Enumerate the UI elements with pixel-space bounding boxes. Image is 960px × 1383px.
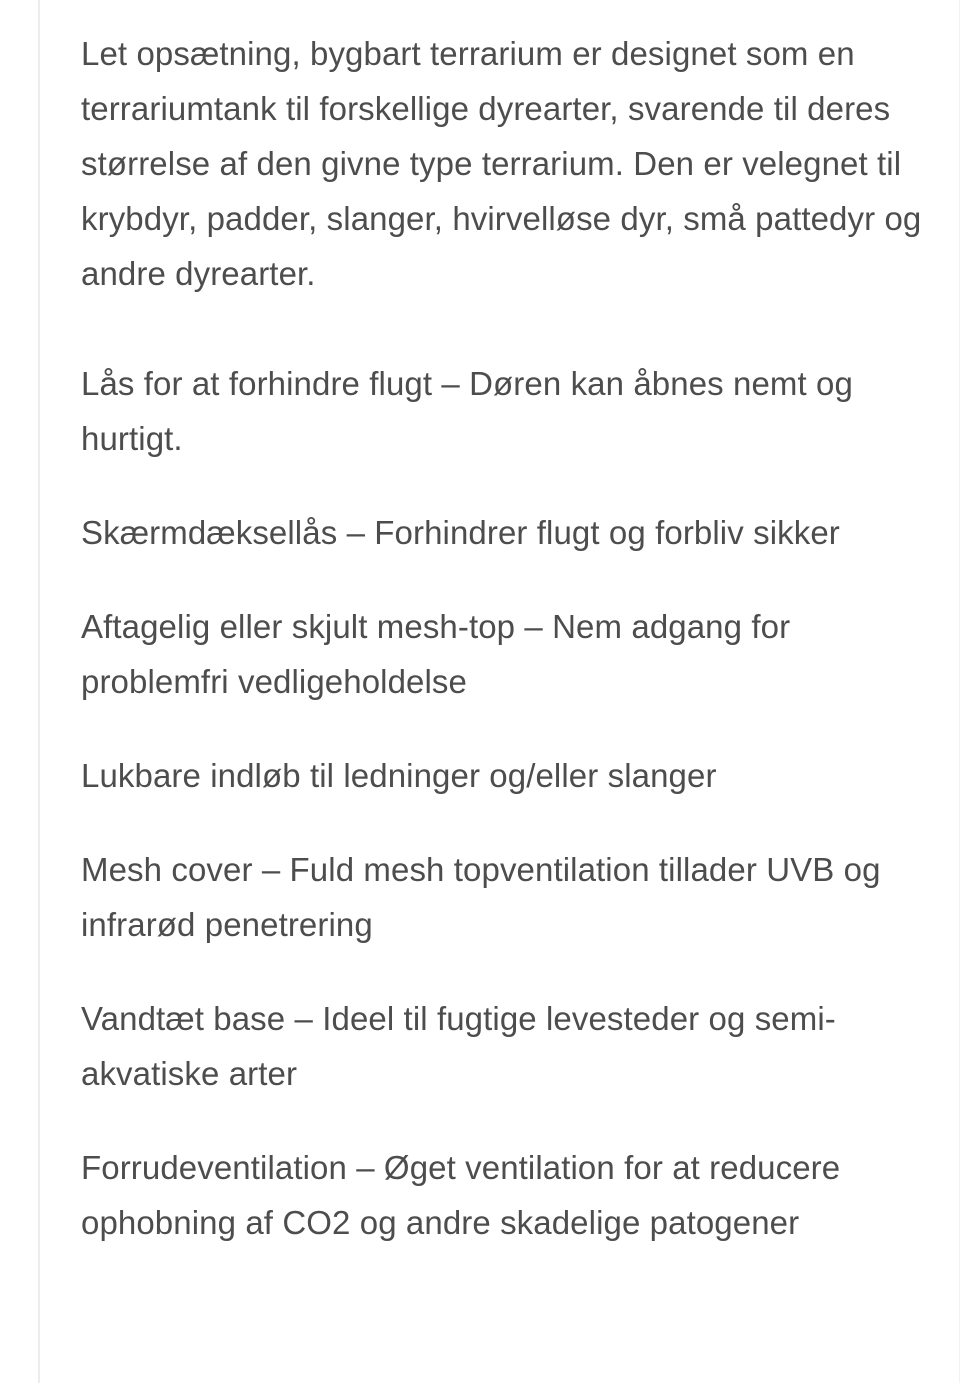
content-left-border (38, 0, 40, 1383)
feature-mesh-cover: Mesh cover – Fuld mesh topventilation tillader UVB og infrarød penetrering (81, 851, 881, 943)
feature-front-ventilation: Forrudeventilation – Øget ventilation for at reducere ophobning af CO2 og andre skadelige patogener (81, 1149, 841, 1241)
product-description (81, 26, 946, 1250)
feature-cable-inlets: Lukbare indløb til ledninger og/eller slanger (81, 757, 717, 794)
feature-mesh-top: Aftagelig eller skjult mesh-top – Nem adgang for problemfri vedligeholdelse (81, 608, 791, 700)
description-intro: Let opsætning, bygbart terrarium er designet som en terrariumtank til forskellige dyrearter, svarende til deres størrelse af den givne type terrarium. Den er velegnet til krybdyr, padder, slanger, hvirvelløse dyr, små pattedyr og andre dyrearter. (81, 35, 922, 292)
feature-screen-lock: Skærmdæksellås – Forhindrer flugt og forbliv sikker (81, 514, 840, 551)
feature-waterproof-base: Vandtæt base – Ideel til fugtige levesteder og semi-akvatiske arter (81, 1000, 836, 1092)
feature-escape-lock: Lås for at forhindre flugt – Døren kan åbnes nemt og hurtigt. (81, 365, 853, 457)
